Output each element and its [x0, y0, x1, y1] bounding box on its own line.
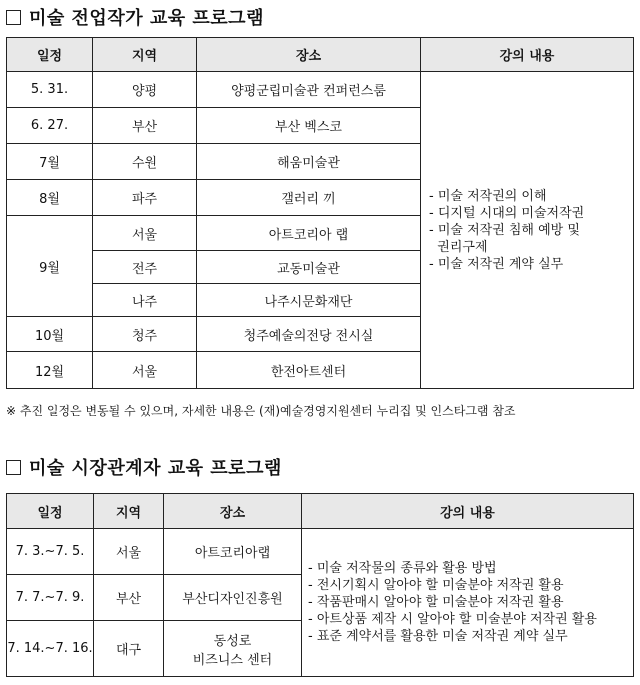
content-line: 권리구제	[429, 239, 488, 255]
section2-table	[6, 493, 634, 677]
cell-date: 7. 3.~7. 5.	[7, 529, 94, 575]
cell-date: 7. 14.~7. 16.	[7, 621, 94, 677]
table-row	[7, 72, 634, 108]
cell-date: 6. 27.	[7, 108, 93, 144]
section2-heading	[6, 454, 282, 480]
cell-date: 7. 7.~7. 9.	[7, 575, 94, 621]
content-line: - 디지털 시대의 미술저작권	[429, 205, 585, 221]
checkbox-square-icon	[6, 10, 21, 25]
cell-place: 아트코리아랩	[164, 529, 302, 575]
cell-place: 부산디자인진흥원	[164, 575, 302, 621]
cell-place: 한전아트센터	[197, 352, 421, 389]
cell-region: 부산	[94, 575, 164, 621]
lecture-content-cell	[421, 72, 634, 389]
lecture-content-cell	[302, 529, 634, 677]
cell-place: 부산 벡스코	[197, 108, 421, 144]
cell-region: 서울	[93, 352, 197, 389]
content-line: - 표준 계약서를 활용한 미술 저작권 계약 실무	[308, 629, 568, 644]
cell-date: 7월	[7, 144, 93, 180]
header-content: 강의 내용	[302, 494, 634, 529]
content-line: - 미술 저작물의 종류와 활용 방법	[308, 561, 497, 576]
content-line: - 미술 저작권 침해 예방 및	[429, 222, 580, 238]
content-line: - 미술 저작권의 이해	[429, 188, 547, 204]
cell-date: 8월	[7, 180, 93, 216]
place-line: 비즈니스 센터	[192, 652, 273, 668]
table-header-row	[7, 38, 634, 72]
cell-place	[164, 621, 302, 677]
cell-region: 서울	[93, 216, 197, 251]
cell-region: 파주	[93, 180, 197, 216]
checkbox-square-icon	[6, 460, 21, 475]
cell-date: 5. 31.	[7, 72, 93, 108]
content-line: - 미술 저작권 계약 실무	[429, 256, 564, 272]
content-line: - 아트상품 제작 시 알아야 할 미술분야 저작권 활용	[308, 612, 597, 627]
table-header-row	[7, 494, 634, 529]
cell-place: 아트코리아 랩	[197, 216, 421, 251]
table-row	[7, 529, 634, 575]
section2-title: 미술 시장관계자 교육 프로그램	[29, 458, 282, 479]
cell-region: 나주	[93, 284, 197, 317]
header-region: 지역	[93, 38, 197, 72]
header-date: 일정	[7, 494, 94, 529]
cell-region: 전주	[93, 251, 197, 284]
header-place: 장소	[164, 494, 302, 529]
content-line: - 작품판매시 알아야 할 미술분야 저작권 활용	[308, 595, 564, 610]
schedule-note: ※ 추진 일정은 변동될 수 있으며, 자세한 내용은 (재)예술경영지원센터 누리집 및 인스타그램 참조	[6, 404, 516, 418]
header-date: 일정	[7, 38, 93, 72]
cell-region: 청주	[93, 317, 197, 352]
section1-title: 미술 전업작가 교육 프로그램	[29, 8, 264, 29]
section1-heading	[6, 4, 264, 30]
cell-place: 해움미술관	[197, 144, 421, 180]
place-line: 동성로	[213, 633, 252, 649]
cell-place: 교동미술관	[197, 251, 421, 284]
cell-date: 12월	[7, 352, 93, 389]
cell-place: 청주예술의전당 전시실	[197, 317, 421, 352]
header-region: 지역	[94, 494, 164, 529]
cell-date: 9월	[7, 216, 93, 317]
header-content: 강의 내용	[421, 38, 634, 72]
cell-region: 대구	[94, 621, 164, 677]
section1-table	[6, 37, 634, 389]
cell-place: 갤러리 끼	[197, 180, 421, 216]
cell-date: 10월	[7, 317, 93, 352]
cell-region: 부산	[93, 108, 197, 144]
cell-place: 나주시문화재단	[197, 284, 421, 317]
cell-region: 서울	[94, 529, 164, 575]
cell-region: 양평	[93, 72, 197, 108]
header-place: 장소	[197, 38, 421, 72]
cell-place: 양평군립미술관 컨퍼런스룸	[197, 72, 421, 108]
cell-region: 수원	[93, 144, 197, 180]
content-line: - 전시기획시 알아야 할 미술분야 저작권 활용	[308, 578, 564, 593]
